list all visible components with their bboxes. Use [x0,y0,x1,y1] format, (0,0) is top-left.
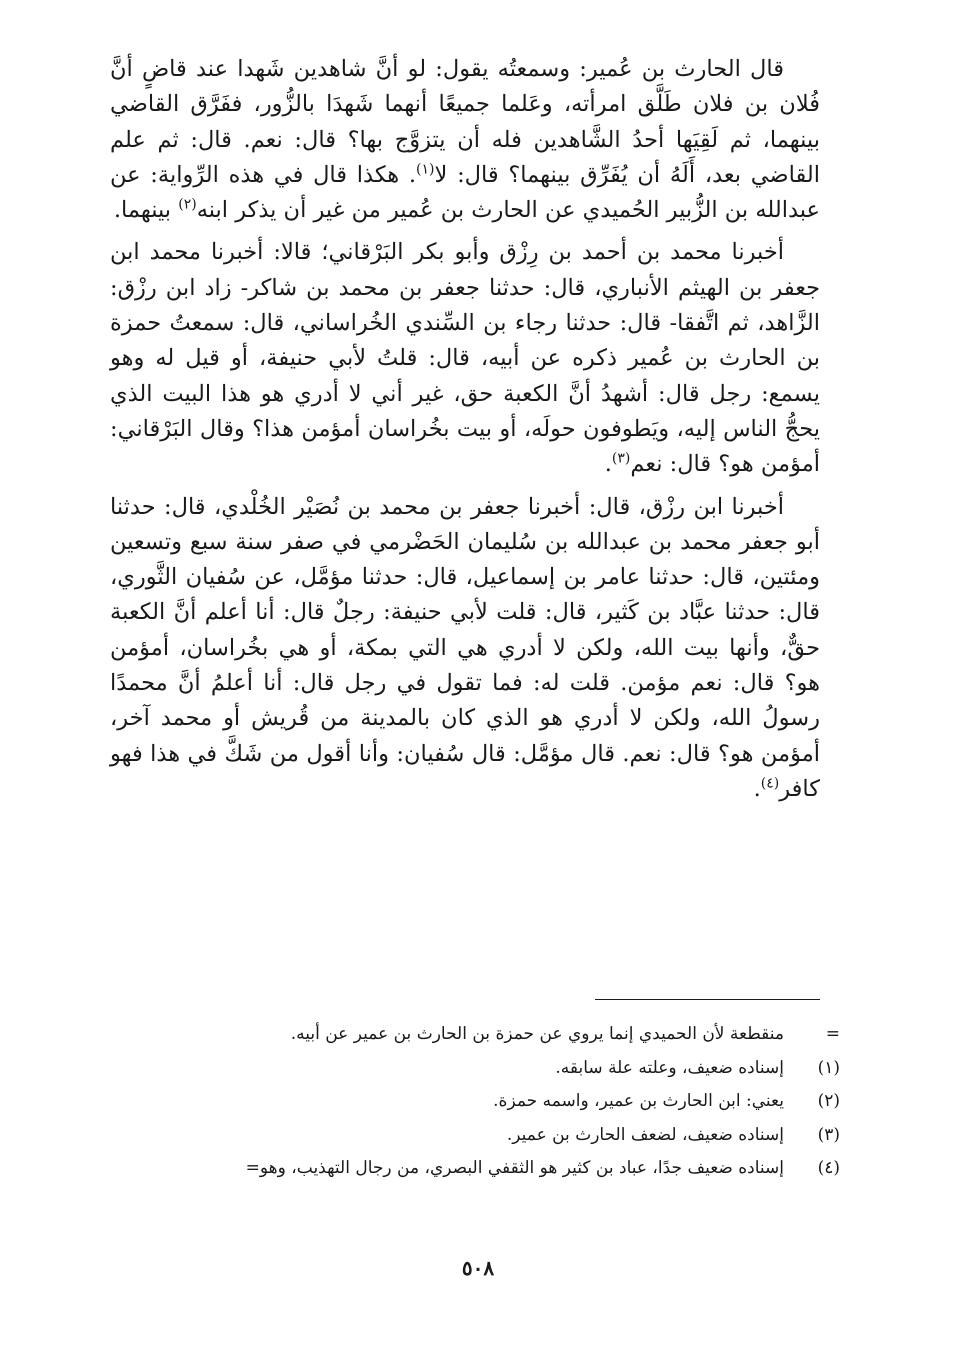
footnote-marker: (٣) [817,1124,840,1145]
paragraph-1 [110,52,820,228]
footnotes [130,1018,840,1186]
paragraph-3-end: . [753,775,761,802]
paragraph-2-text: أخبرنا محمد بن أحمد بن رِزْق وأبو بكر البَرْقاني؛ قالا: أخبرنا محمد ابن جعفر بن الهيثم الأنباري، قال: حدثنا جعفر بن محمد بن شاكر- زاد ابن رزْق: الزَّاهد، ثم اتَّفقا- قال: حدثنا رجاء بن السِّندي الخُراساني، قال: سمعتُ حمزة بن الحارث بن عُمير ذكره عن أبيه، قال: قلتُ لأبي حنيفة، أو قيل له وهو يسمع: رجل قال: أشهدُ أنَّ الكعبة حق، غير أني لا أدري هو هذا البيت الذي يحجُّ الناس إليه، ويَطوفون حولَه، أو بيت بخُراسان أمؤمن هذا؟ وقال البَرْقاني: أمؤمن هو؟ قال: نعم [110,239,820,478]
paragraph-1-end: بينهما. [113,197,179,224]
footnote-ref-4: (٤) [760,775,780,792]
footnote-marker: (٤) [817,1158,840,1178]
paragraph-3-text: أخبرنا ابن رزْق، قال: أخبرنا جعفر بن محمد بن نُصَيْر الخُلْدي، قال: حدثنا أبو جعفر محمد بن عبدالله بن سُليمان الحَضْرمي في صفر سنة سبع وتسعين ومئتين، قال: حدثنا عامر بن إسماعيل، قال: حدثنا مؤمَّل، عن سُفيان الثَّوري، قال: حدثنا عبَّاد بن كَثير، قال: قلت لأبي حنيفة: رجلٌ قال: أنا أعلم أنَّ الكعبة حقٌّ، وأنها بيت الله، ولكن لا أدري هي التي بمكة، أو هي بخُراسان، أمؤمن هو؟ قال: نعم مؤمن. قلت له: فما تقول في رجل قال: أنا أعلمُ أنَّ محمدًا رسولُ الله، ولكن لا أدري هو الذي كان بالمدينة من قُريش أو محمد آخر، أمؤمن هو؟ قال: نعم. قال مؤمَّل: قال سُفيان: وأنا أقول من شَكَّ في هذا فهو كافر [110,493,820,802]
footnote-text: إسناده ضعيف، وعلته علة سابقه. [555,1057,784,1078]
footnote-marker: (٢) [817,1091,840,1111]
footnote-marker: = [825,1024,840,1044]
footnote-3 [130,1119,840,1153]
footnote-2 [130,1085,840,1119]
footnote-ref-1: (١) [416,161,435,178]
footnote-ref-3: (٣) [611,450,631,467]
footnote-marker: (١) [817,1057,840,1078]
footnote-text: إسناده ضعيف، لضعف الحارث بن عمير. [506,1124,784,1145]
paragraph-2 [110,235,820,482]
footnote-text: إسناده ضعيف جدًا، عباد بن كثير هو الثقفي البصري، من رجال التهذيب، وهو= [245,1158,784,1178]
footnote-text: منقطعة لأن الحميدي إنما يروي عن حمزة بن الحارث بن عمير عن أبيه. [290,1024,784,1044]
footnote-continuation [130,1018,840,1052]
footnote-separator [595,999,820,1000]
footnote-4 [130,1152,840,1186]
paragraph-1-text: قال الحارث بن عُمير: وسمعتُه يقول: لو أنَّ شاهدين شَهدا عند قاضٍ أنَّ فُلان بن فلان طَلَّق امرأته، وعَلما جميعًا أنهما شَهدَا بالزُّور، ففَرَّق القاضي بينهما، ثم لَقِيَها أحدُ الشَّاهدين فله أن يتزوَّج بها؟ قال: نعم. قال: ثم علم القاضي بعد، أَلَهُ أن يُفَرِّق بينهما؟ قال: لا [110,56,820,188]
footnote-1 [130,1052,840,1086]
paragraph-1-continuation: . هكذا قال في هذه الرِّواية: عن عبدالله بن الزُّبير الحُميدي عن الحارث بن عُمير من غير أن يذكر ابنه [110,161,820,224]
main-text [110,52,820,814]
paragraph-3 [110,490,820,808]
footnote-ref-2: (٢) [178,196,197,213]
page-number: ٥٠٨ [461,1256,495,1280]
paragraph-2-end: . [604,451,612,478]
footnote-text: يعني: ابن الحارث بن عمير، واسمه حمزة. [493,1091,784,1111]
